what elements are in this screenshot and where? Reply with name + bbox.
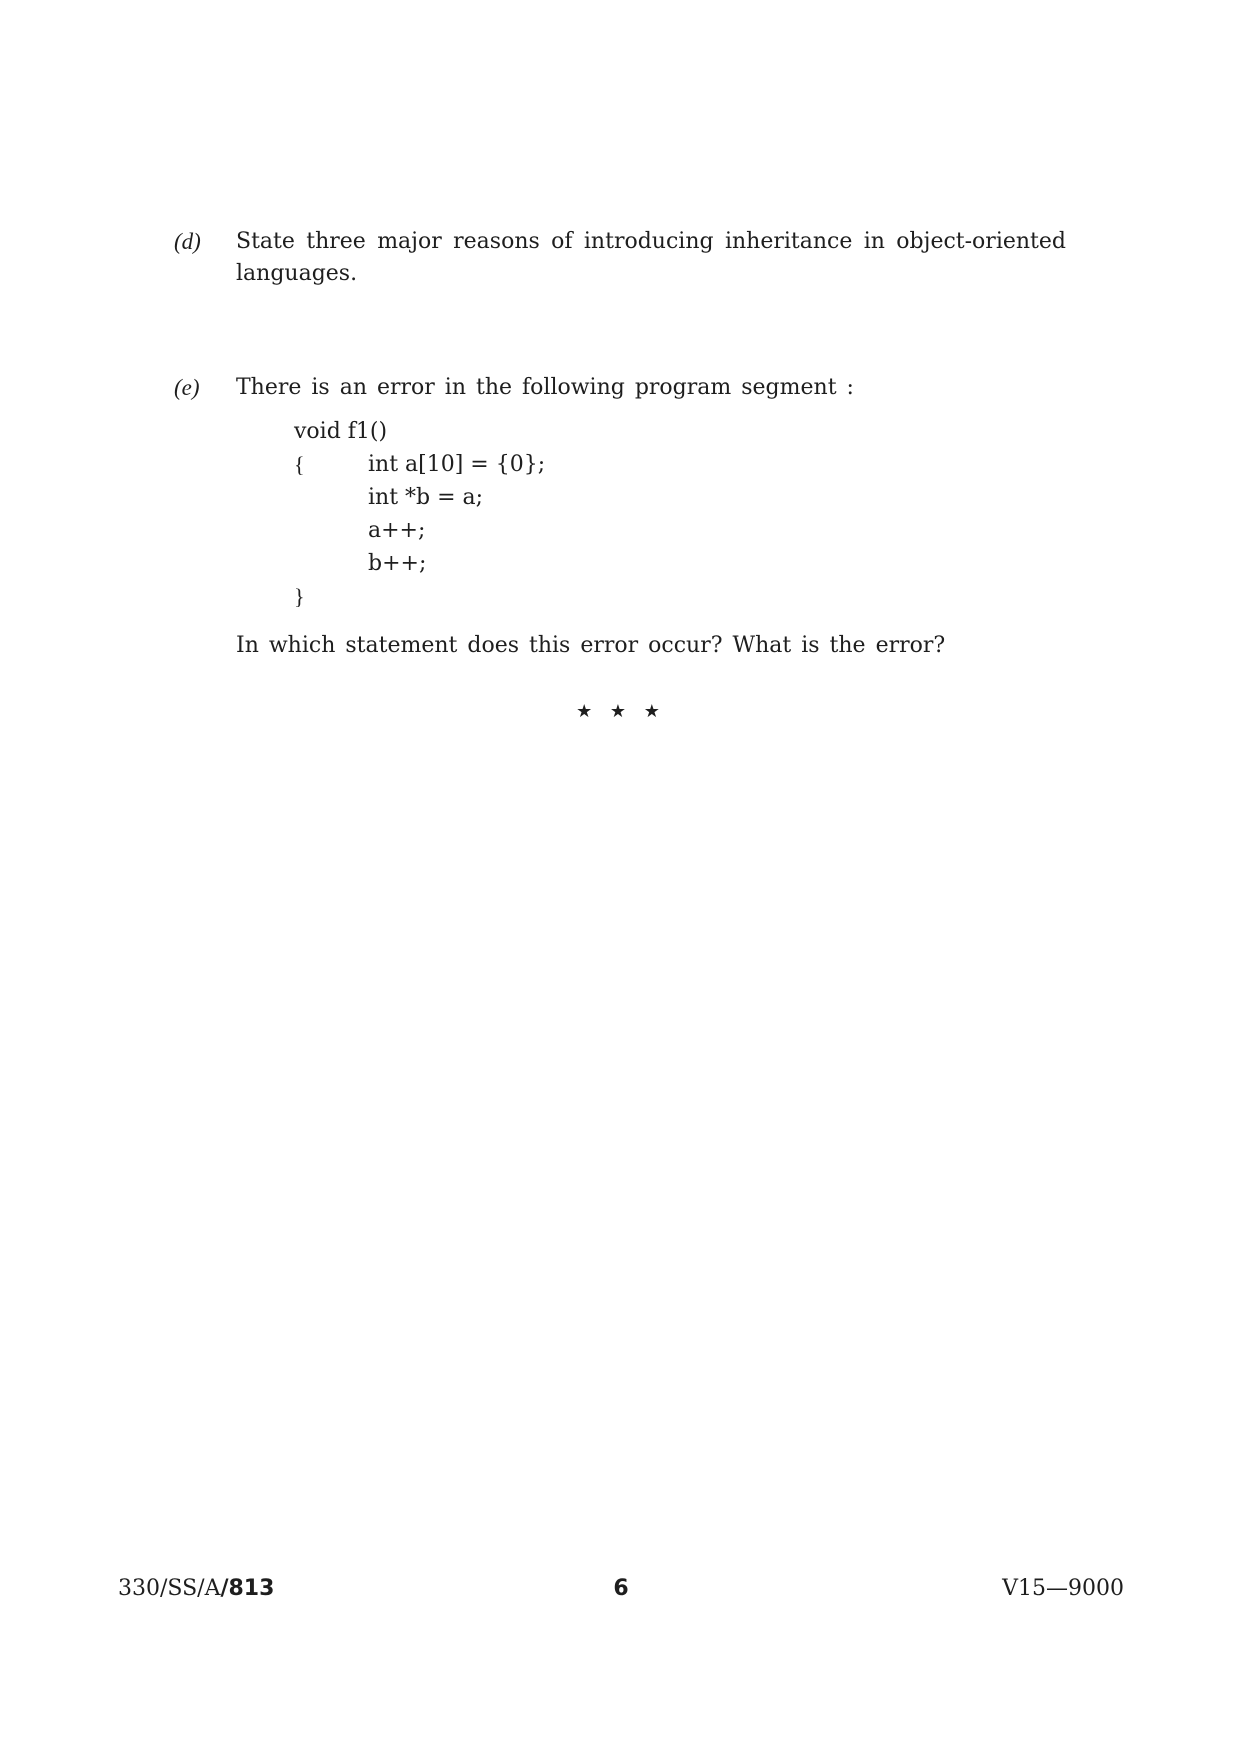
code-line	[294, 547, 427, 580]
code-line	[294, 481, 484, 514]
code-block	[294, 415, 546, 613]
paper-code-prefix: 330/SS/A	[118, 1576, 221, 1601]
question-e-followup: In which statement does this error occur? What is the error?	[236, 633, 946, 658]
end-marker: ★ ★ ★	[576, 701, 666, 722]
code-line-1: int a[10] = {0};	[368, 452, 546, 477]
code-line-3: a++;	[368, 518, 426, 543]
code-open-brace: {	[294, 452, 305, 477]
version-code: V15—9000	[1002, 1576, 1124, 1601]
code-line-2: int *b = a;	[368, 485, 484, 510]
question-e-text: There is an error in the following program segment :	[236, 375, 854, 400]
question-d-text: State three major reasons of introducing inheritance in object-oriented languages.	[236, 229, 1066, 286]
code-close-brace: }	[294, 584, 305, 609]
paper-code-suffix: /813	[220, 1576, 275, 1601]
question-e-label: (e)	[174, 375, 200, 400]
question-d-label: (d)	[174, 229, 201, 254]
code-line	[294, 448, 546, 481]
page-number: 6	[613, 1576, 629, 1601]
code-header: void f1()	[294, 419, 388, 444]
code-line	[294, 514, 426, 547]
code-line-4: b++;	[368, 551, 427, 576]
code-line	[294, 580, 387, 613]
